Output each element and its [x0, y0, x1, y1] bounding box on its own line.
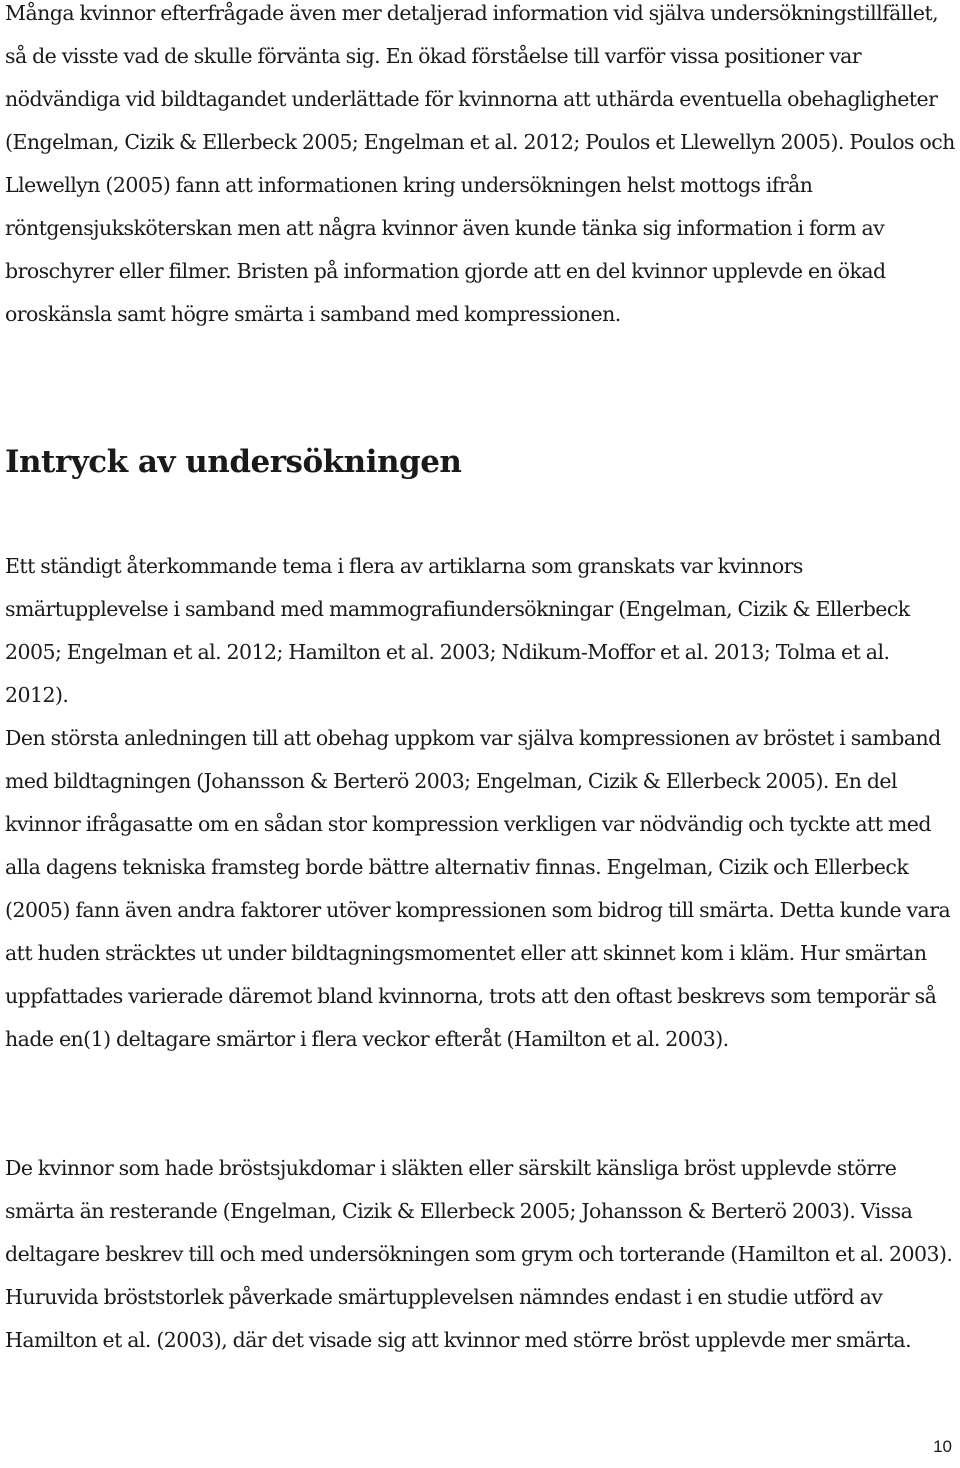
paragraph-information-needs: Många kvinnor efterfrågade även mer detaljerad information vid själva undersökningstillfället, så de visste vad de skulle förvänta sig. En ökad förståelse till varför vissa positioner var nödvändiga vid bildtagandet underlättade för kvinnorna att uthärda eventuella obehagligheter (Engelman, Cizik & Ellerbeck 2005; Engelman et al. 2012; Poulos et Llewellyn 2005). Poulos och Llewellyn (2005) fann att informationen kring undersökningen helst mottogs ifrån röntgensjuksköterskan men att några kvinnor även kunde tänka sig information i form av broschyrer eller filmer. Bristen på information gjorde att en del kvinnor upplevde en ökad oroskänsla samt högre smärta i samband med kompressionen. [5, 1, 955, 326]
section-heading: Intryck av undersökningen [5, 444, 462, 480]
page-number: 10 [933, 1437, 952, 1456]
paragraph-compression: Den största anledningen till att obehag uppkom var själva kompressionen av bröstet i samband med bildtagningen (Johansson & Berterö 2003; Engelman, Cizik & Ellerbeck 2005). En del kvinnor ifrågasatte om en sådan stor kompression verkligen var nödvändig och tyckte att med alla dagens tekniska framsteg borde bättre alternativ finnas. Engelman, Cizik och Ellerbeck (2005) fann även andra faktorer utöver kompressionen som bidrog till smärta. Detta kunde vara att huden sträcktes ut under bildtagningsmomentet eller att skinnet kom i kläm. Hur smärtan uppfattades varierade däremot bland kvinnorna, trots att den oftast beskrevs som temporär så hade en(1) deltagare smärtor i flera veckor efteråt (Hamilton et al. 2003). [5, 726, 951, 1051]
paragraph-breast-disease: De kvinnor som hade bröstsjukdomar i släkten eller särskilt känsliga bröst upplevde större smärta än resterande (Engelman, Cizik & Ellerbeck 2005; Johansson & Berterö 2003). Vissa deltagare beskrev till och med undersökningen som grym och torterande (Hamilton et al. 2003). Huruvida bröststorlek påverkade smärtupplevelsen nämndes endast i en studie utförd av Hamilton et al. (2003), där det visade sig att kvinnor med större bröst upplevde mer smärta. [5, 1156, 953, 1352]
paragraph-pain-theme: Ett ständigt återkommande tema i flera av artiklarna som granskats var kvinnors smärtupplevelse i samband med mammografiundersökningar (Engelman, Cizik & Ellerbeck 2005; Engelman et al. 2012; Hamilton et al. 2003; Ndikum-Moffor et al. 2013; Tolma et al. 2012). [5, 554, 910, 707]
